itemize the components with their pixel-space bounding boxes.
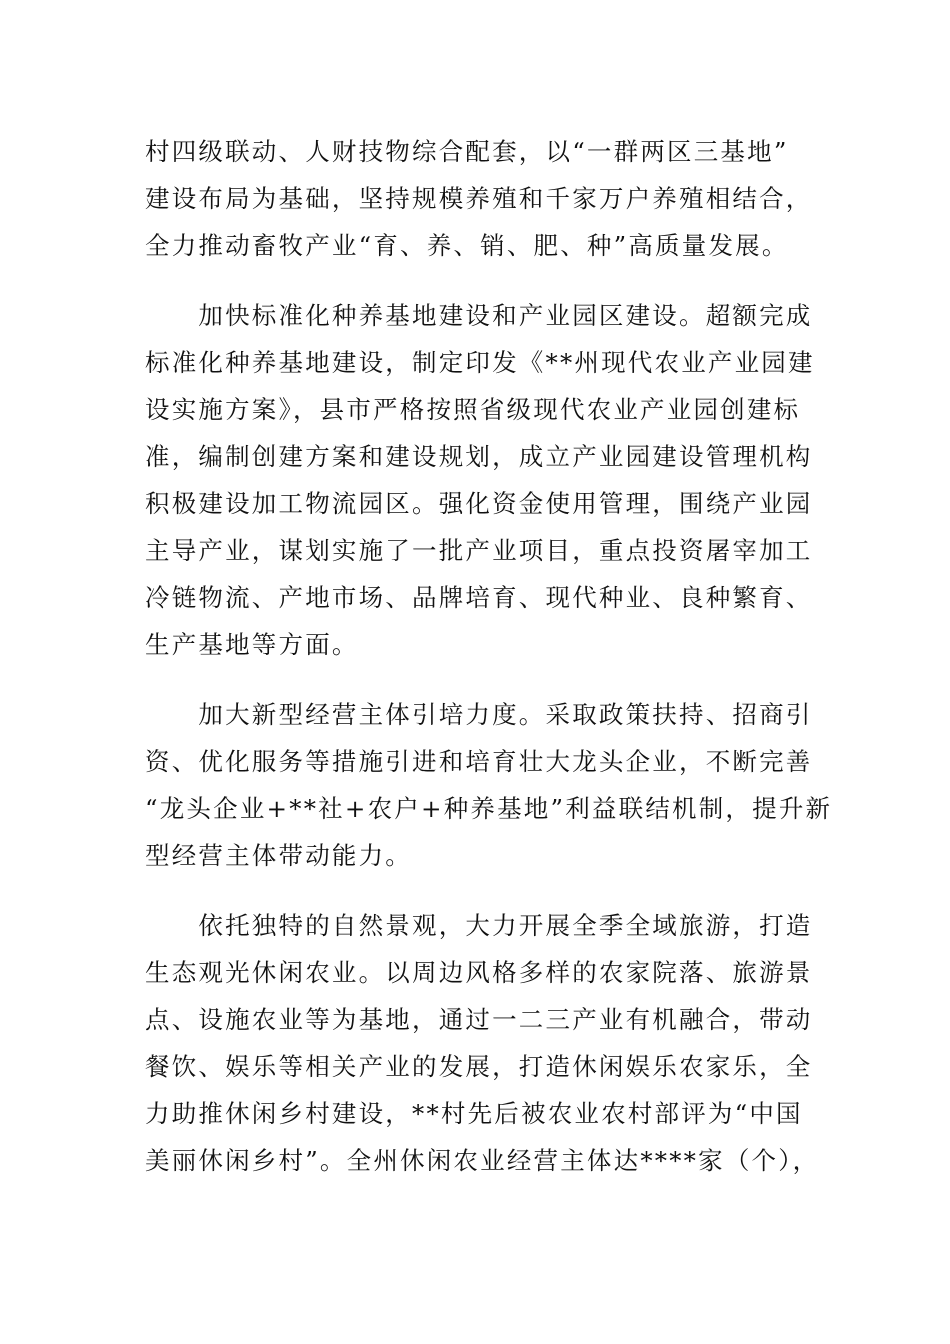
text-line: 资、优化服务等措施引进和培育壮大龙头企业，不断完善 (145, 747, 813, 776)
text-line: 加快标准化种养基地建设和产业园区建设。超额完成 (145, 301, 813, 330)
text-line: 美丽休闲乡村”。全州休闲农业经营主体达****家（个）， (145, 1146, 820, 1175)
text-line: 村四级联动、人财技物综合配套，以“一群两区三基地” (145, 137, 789, 166)
document-body (145, 128, 833, 1184)
text-line: 准，编制创建方案和建设规划，成立产业园建设管理机构 (145, 442, 813, 471)
text-line: 点、设施农业等为基地，通过一二三产业有机融合，带动 (145, 1005, 813, 1034)
text-line: 依托独特的自然景观，大力开展全季全域旅游，打造 (145, 911, 813, 940)
text-line: 加大新型经营主体引培力度。采取政策扶持、招商引 (145, 700, 813, 729)
paragraph-leisure-agriculture (145, 902, 825, 1184)
text-line: 全力推动畜牧产业“育、养、销、肥、种”高质量发展。 (145, 231, 789, 260)
text-line: 标准化种养基地建设，制定印发《**州现代农业产业园建 (145, 348, 815, 377)
text-line: “龙头企业+**社+农户+种养基地”利益联结机制，提升新 (145, 794, 833, 823)
text-line: 积极建设加工物流园区。强化资金使用管理，围绕产业园 (145, 489, 813, 518)
text-line: 建设布局为基础，坚持规模养殖和千家万户养殖相结合， (145, 184, 813, 213)
text-line: 型经营主体带动能力。 (145, 841, 412, 870)
paragraph-industrial-park (145, 292, 825, 668)
text-line: 冷链物流、产地市场、品牌培育、现代种业、良种繁育、 (145, 583, 813, 612)
text-line: 设实施方案》，县市严格按照省级现代农业产业园创建标 (145, 395, 801, 424)
text-line: 力助推休闲乡村建设，**村先后被农业农村部评为“中国 (145, 1099, 803, 1128)
paragraph-business-entities (145, 691, 833, 879)
text-line: 生态观光休闲农业。以周边风格多样的农家院落、旅游景 (145, 958, 813, 987)
paragraph-livestock (145, 128, 825, 269)
text-line: 生产基地等方面。 (145, 630, 359, 659)
text-line: 主导产业，谋划实施了一批产业项目，重点投资屠宰加工 (145, 536, 813, 565)
text-line: 餐饮、娱乐等相关产业的发展，打造休闲娱乐农家乐，全 (145, 1052, 813, 1081)
